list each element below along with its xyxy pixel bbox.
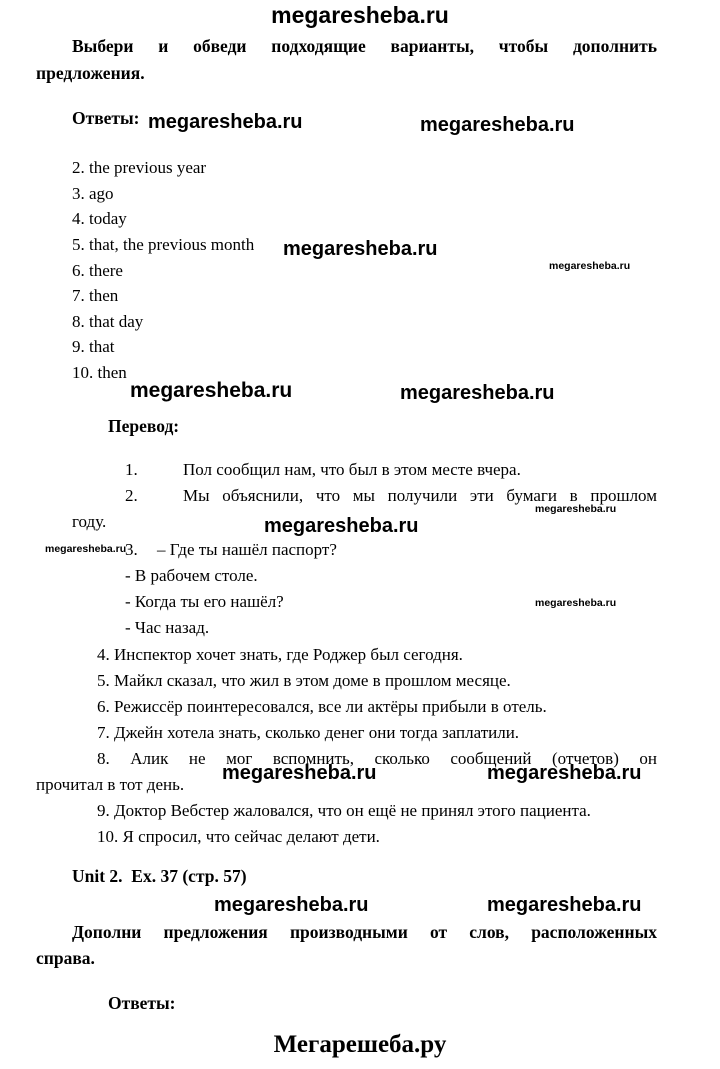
watermark-site: megaresheba.ru	[264, 515, 419, 537]
translation-text: 6. Режиссёр поинтересовался, все ли актёры прибыли в отель.	[97, 697, 547, 716]
translation-number: 3.	[125, 540, 138, 559]
answer-item: 6. there	[72, 261, 123, 280]
answers-label: Ответы:	[108, 993, 176, 1013]
task1-instruction-line1: Выбери и обведи подходящие варианты, чтобы дополнить	[72, 36, 657, 56]
answer-item: 9. that	[72, 337, 115, 356]
watermark-site: megaresheba.ru	[283, 238, 438, 260]
watermark-site: megaresheba.ru	[222, 762, 377, 784]
watermark-site: megaresheba.ru	[487, 762, 642, 784]
translation-text: 9. Доктор Вебстер жаловался, что он ещё не принял этого пациента.	[97, 801, 591, 820]
translation-text: году.	[72, 512, 107, 531]
watermark-site: megaresheba.ru	[214, 894, 369, 916]
answer-item: 3. ago	[72, 184, 114, 203]
watermark-site: megaresheba.ru	[130, 379, 293, 402]
dialogue-line: - Час назад.	[125, 618, 210, 637]
translation-number: 2.	[125, 486, 138, 505]
translation-text: 5. Майкл сказал, что жил в этом доме в прошлом месяце.	[97, 671, 511, 690]
answer-item: 5. that, the previous month	[72, 235, 255, 254]
watermark-site-top: megaresheba.ru	[271, 2, 449, 28]
translation-number: 1.	[125, 460, 138, 479]
watermark-site: megaresheba.ru	[148, 111, 303, 133]
answer-item: 2. the previous year	[72, 158, 207, 177]
watermark-site-small: megaresheba.ru	[535, 597, 617, 609]
translation-text: 7. Джейн хотела знать, сколько денег они тогда заплатили.	[97, 723, 520, 742]
dialogue-line: - Когда ты его нашёл?	[125, 592, 284, 611]
watermark-site-title: Мегарешеба.ру	[273, 1031, 447, 1058]
translation-text: Пол сообщил нам, что был в этом месте вчера.	[183, 460, 521, 479]
answers-label: Ответы:	[72, 108, 140, 128]
section-heading: Unit 2. Ex. 37 (стр. 57)	[72, 866, 247, 886]
task2-instruction-line1: Дополни предложения производными от слов, расположенных	[72, 922, 657, 942]
translation-text: Мы объяснили, что мы получили эти бумаги в прошлом	[183, 486, 657, 505]
answer-item: 7. then	[72, 286, 119, 305]
translation-text: 4. Инспектор хочет знать, где Роджер был сегодня.	[97, 645, 463, 664]
task2-instruction-line2: справа.	[36, 948, 95, 968]
answer-item: 10. then	[72, 363, 127, 382]
watermark-site: megaresheba.ru	[487, 894, 642, 916]
dialogue-line: - В рабочем столе.	[125, 566, 258, 585]
task1-instruction-line2: предложения.	[36, 63, 145, 83]
watermark-site: megaresheba.ru	[420, 114, 575, 136]
answer-item: 4. today	[72, 209, 127, 228]
answer-item: 8. that day	[72, 312, 144, 331]
watermark-site-small: megaresheba.ru	[45, 543, 127, 555]
watermark-site-small: megaresheba.ru	[535, 503, 617, 515]
translation-label: Перевод:	[108, 416, 180, 436]
translation-text: прочитал в тот день.	[36, 775, 185, 794]
translation-text: – Где ты нашёл паспорт?	[157, 540, 337, 559]
translation-text: 8. Алик не мог вспомнить, сколько сообщений (отчетов) он	[97, 749, 657, 768]
watermark-site: megaresheba.ru	[400, 382, 555, 404]
translation-text: 10. Я спросил, что сейчас делают дети.	[97, 827, 380, 846]
watermark-site-small: megaresheba.ru	[549, 260, 631, 272]
